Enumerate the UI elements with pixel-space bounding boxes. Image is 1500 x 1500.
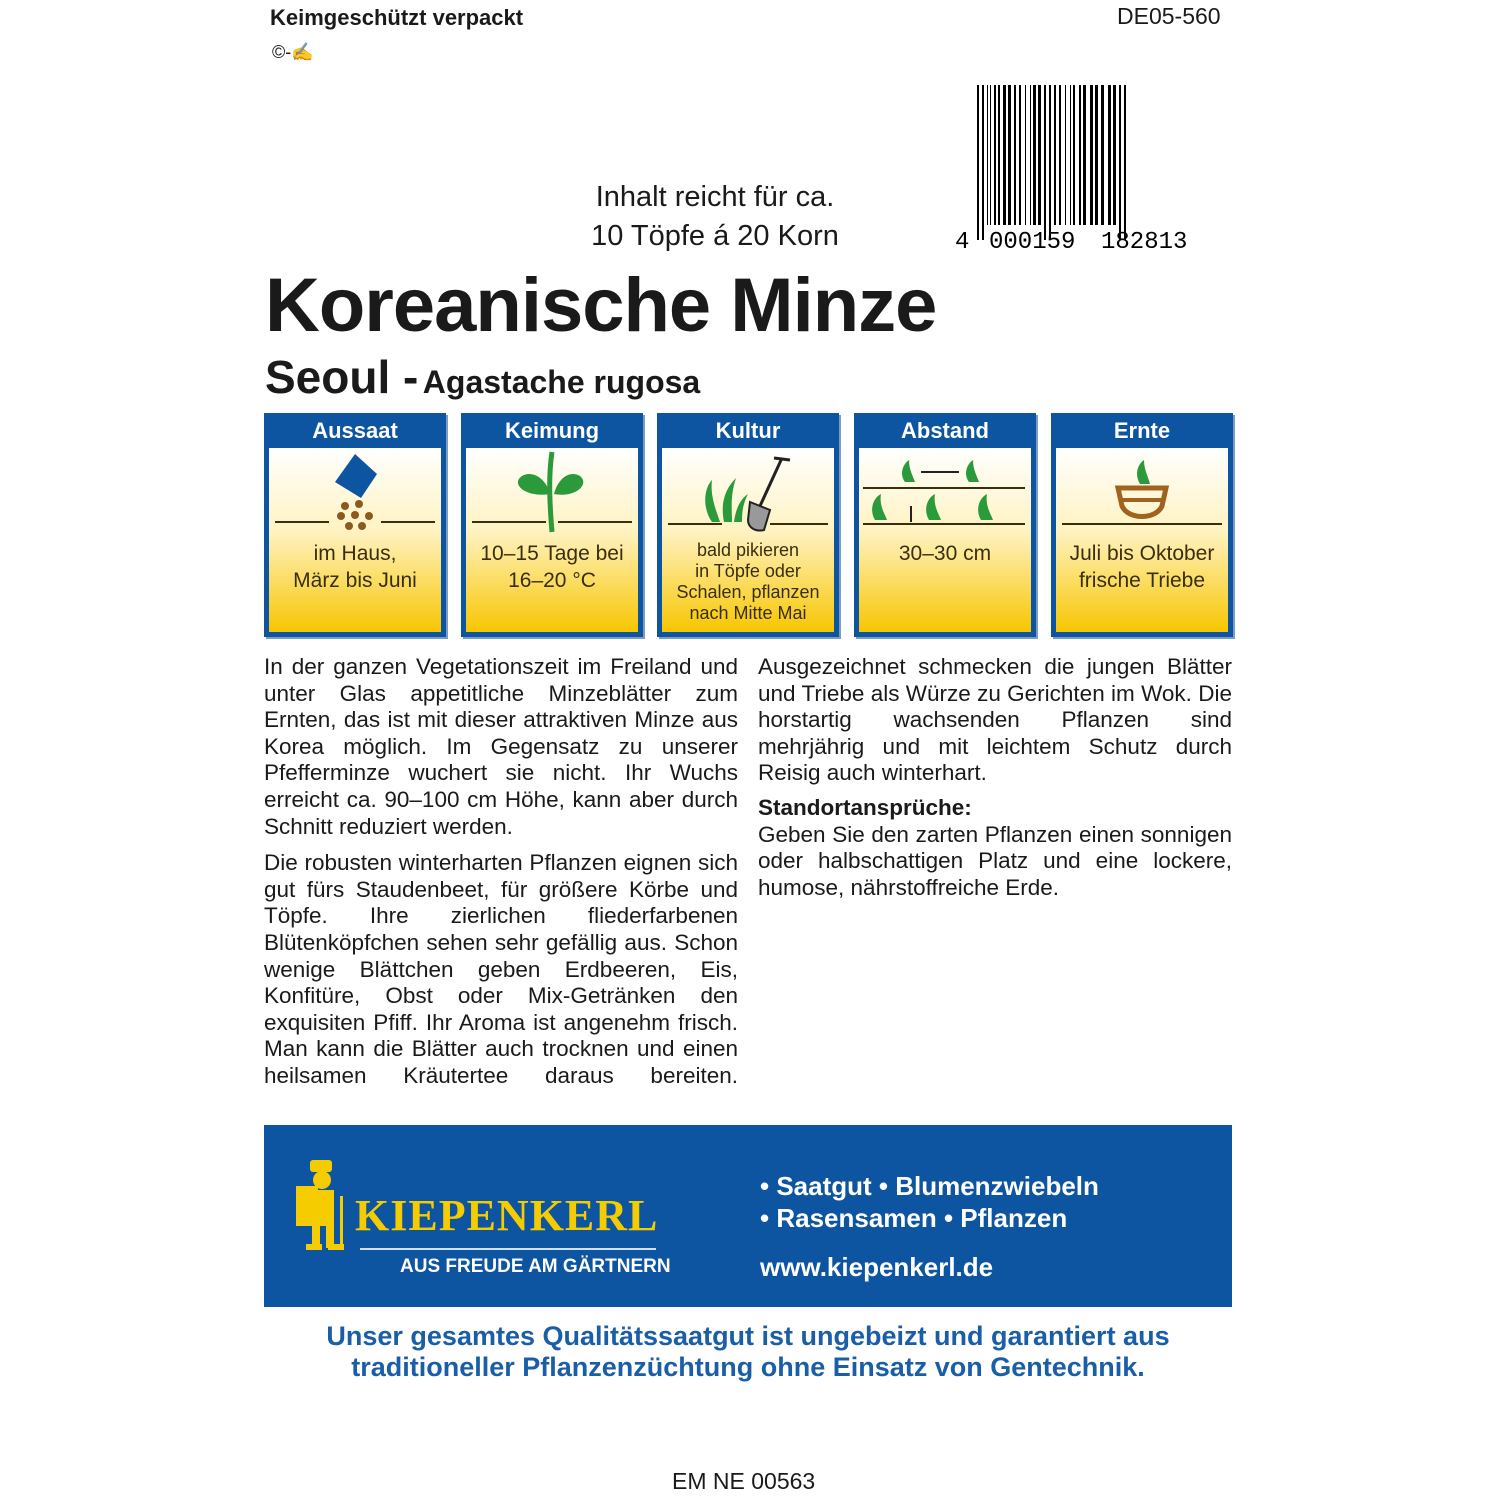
contents-line-1: Inhalt reicht für ca. <box>595 181 835 213</box>
kiepenkerl-logo: KIEPENKERL <box>355 1191 659 1240</box>
seed-packet-icon <box>269 448 441 538</box>
site-requirements-heading: Standortansprüche: <box>758 794 972 820</box>
quality-note: Unser gesamtes Qualitätssaatgut ist ungebeizt und garantiert aus traditioneller Pflanzenzüchtung ohne Einsatz von Gentechnik. <box>326 1321 1170 1382</box>
info-box-title: Abstand <box>859 413 1031 448</box>
info-box-title: Aussaat <box>269 413 441 448</box>
info-box-title: Keimung <box>466 413 638 448</box>
barcode-bar <box>1079 85 1081 225</box>
info-box-cultivation <box>657 413 839 637</box>
barcode-bar <box>1090 85 1093 225</box>
germ-protected-label: Keimgeschützt verpackt <box>270 5 524 30</box>
barcode-bar <box>1095 85 1098 225</box>
barcode-bar <box>1070 85 1071 225</box>
barcode-bar <box>1003 85 1006 225</box>
barcode-bar <box>1025 85 1026 225</box>
logo-divider <box>360 1248 656 1250</box>
barcode-bar <box>1019 85 1021 225</box>
barcode-bar <box>1030 85 1031 225</box>
kiepenkerl-mascot-icon <box>292 1156 358 1256</box>
info-box-title: Ernte <box>1056 413 1228 448</box>
barcode-bar <box>987 85 988 225</box>
footer-code: EM NE 00563 <box>672 1468 816 1494</box>
barcode-bar <box>1119 85 1121 240</box>
info-box-text: im Haus, März bis Juni <box>293 542 417 592</box>
barcode-bar <box>1059 85 1061 225</box>
barcode-bar <box>990 85 991 225</box>
barcode <box>955 85 1235 255</box>
variety-name: Seoul - <box>265 351 419 403</box>
barcode-bar <box>1101 85 1104 225</box>
barcode-bar <box>1038 85 1041 225</box>
barcode-bar <box>994 85 996 225</box>
description-text <box>264 654 1232 1099</box>
copyright-mark: ©-✍ <box>272 42 314 62</box>
contents-line-2: 10 Töpfe á 20 Korn <box>591 220 839 252</box>
barcode-bar <box>977 85 979 240</box>
services-line: • Saatgut • Blumenzwiebeln <box>760 1171 1099 1201</box>
info-box-spacing <box>854 413 1036 637</box>
barcode-bar <box>1033 85 1036 225</box>
barcode-bar <box>1054 85 1056 225</box>
barcode-digits: 4 <box>955 229 970 255</box>
barcode-bar <box>1065 85 1066 225</box>
barcode-bar <box>1008 85 1011 225</box>
barcode-bar <box>1113 85 1116 225</box>
barcode-bar <box>1014 85 1016 225</box>
services-line: • Rasensamen • Pflanzen <box>760 1203 1068 1233</box>
info-box-harvest <box>1051 413 1233 637</box>
barcode-bar <box>1044 85 1046 240</box>
info-box-text: bald pikieren in Töpfe oder Schalen, pflanzen nach Mitte Mai <box>676 540 820 623</box>
info-box-text: 10–15 Tage bei 16–20 °C <box>480 542 624 592</box>
barcode-bar <box>982 85 984 240</box>
barcode-bar <box>1083 85 1086 225</box>
barcode-bar <box>1049 85 1051 240</box>
spade-plant-icon <box>662 448 834 538</box>
website-link[interactable]: www.kiepenkerl.de <box>760 1252 994 1282</box>
spacing-icon <box>859 448 1031 538</box>
barcode-bar <box>998 85 1000 225</box>
description-paragraph: Die robusten winterharten Pflanzen eignen sich gut fürs Staudenbeet, für größere Körbe und Töpfe. Ihre zierlichen fliederfarbenen Blütenköpfchen sehen sehr gefällig aus. Schon wenige Blättchen geben Erdbeeren, Eis, Konfitüre, Obst oder Mix-Getränken den exquisiten Pfiff. Ihr Aroma ist angenehm frisch. Man kann die Blätter auch trocknen und einen heilsamen Kräutertee daraus bereiten. Ausgezeichnet schmecken die jungen Blätter und Triebe als Würze zu Gerichten im Wok. Die horstartig wachsenden Pflanzen sind mehrjährig und mit leichtem Schutz durch Reisig auch winterhart. <box>264 654 1232 1088</box>
barcode-digits: 182813 <box>1101 229 1188 255</box>
barcode-bar <box>1108 85 1111 225</box>
brand-slogan: AUS FREUDE AM GÄRTNERN <box>400 1256 671 1277</box>
product-subtitle <box>265 350 700 404</box>
info-box-text: Juli bis Oktober frische Triebe <box>1069 542 1215 592</box>
info-box-sowing <box>264 413 446 637</box>
contents-note <box>560 178 870 256</box>
info-box-text: 30–30 cm <box>898 542 992 565</box>
product-name: Koreanische Minze <box>265 263 937 348</box>
info-box-germination <box>461 413 643 637</box>
info-box-title: Kultur <box>662 413 834 448</box>
latin-name: Agastache rugosa <box>422 364 701 400</box>
seedling-icon <box>466 448 638 538</box>
barcode-bar <box>1073 85 1075 225</box>
barcode-digits: 000159 <box>989 229 1076 255</box>
article-code: DE05-560 <box>1117 3 1221 29</box>
description-paragraph: In der ganzen Vegetationszeit im Freiland und unter Glas appetitliche Minzeblätter zum Ernten, das ist mit dieser attraktiven Minze aus Korea möglich. Im Gegensatz zu unserer Pfefferminze wuchert sie nicht. Ihr Wuchs erreicht ca. 90–100 cm Höhe, kann aber durch Schnitt reduziert werden. <box>264 654 738 839</box>
harvest-basket-icon <box>1056 448 1228 538</box>
brand-services <box>760 1170 1099 1234</box>
site-requirements-text: Geben Sie den zarten Pflanzen einen sonnigen oder halbschattigen Platz und eine lockere, humose, nährstoffreiche Erde. <box>758 821 1232 900</box>
barcode-bar <box>1124 85 1126 240</box>
